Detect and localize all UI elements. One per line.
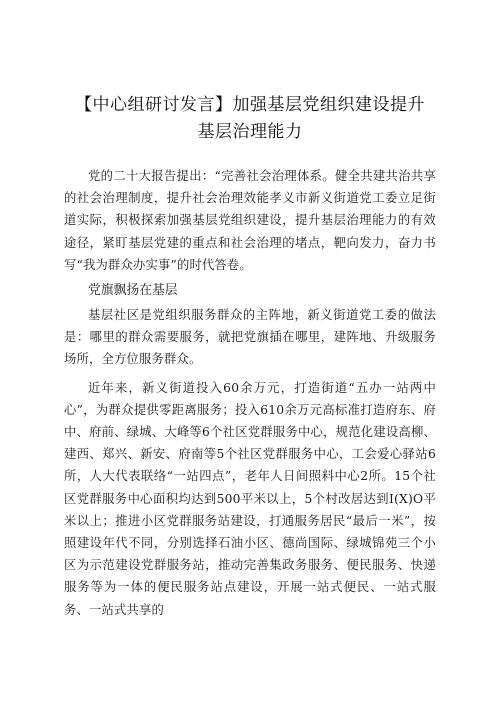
section-paragraph-1: 基层社区是党组织服务群众的主阵地，新义街道党工委的做法是：哪里的群众需要服务，就把党旗插在哪里，建阵地、升级服务场所，全方位服务群众。 <box>64 308 436 367</box>
intro-paragraph: 党的二十大报告提出：“完善社会治理体系。健全共建共治共享的社会治理制度，提升社会治理效能孝义市新义街道党工委立足街道实际，积极探索加强基层党组织建设，提升基层治理能力的有效途径，紧盯基层党建的重点和社会治理的堵点，靶向发力，奋力书写“我为群众办实事”的时代答卷。 <box>64 169 436 272</box>
section-heading: 党旗飘扬在基层 <box>88 283 178 299</box>
document-body <box>64 165 436 621</box>
title-line-1: 【中心组研讨发言】加强基层党组织建设提升 <box>75 95 425 115</box>
section-paragraph-2: 近年来，新义街道投入60余万元，打造街道“五办一站两中心”，为群众提供零距离服务；投入610余万元高标准打造府东、府中、府前、绿城、大峰等6个社区党群服务中心，规范化建设高柳、建西、郑兴、新安、府南等5个社区党群服务中心，工会爱心驿站6所，人大代表联络“一站四点”，老年人日间照料中心2所。15个社区党群服务中心面积均达到500平米以上，5个村改居达到I(X)O平米以上；推进小区党群服务站建设，打通服务居民“最后一米”，按照建设年代不同，分别选择石油小区、德尚国际、绿城锦苑三个小区为示范建设党群服务站，推动完善集政务服务、便民服务、快递服务等为一体的便民服务站点建设，开展一站式便民、一站式服务、一站式共享的 <box>64 380 436 617</box>
title-line-2: 基层治理能力 <box>197 122 303 142</box>
document-title <box>60 92 440 146</box>
